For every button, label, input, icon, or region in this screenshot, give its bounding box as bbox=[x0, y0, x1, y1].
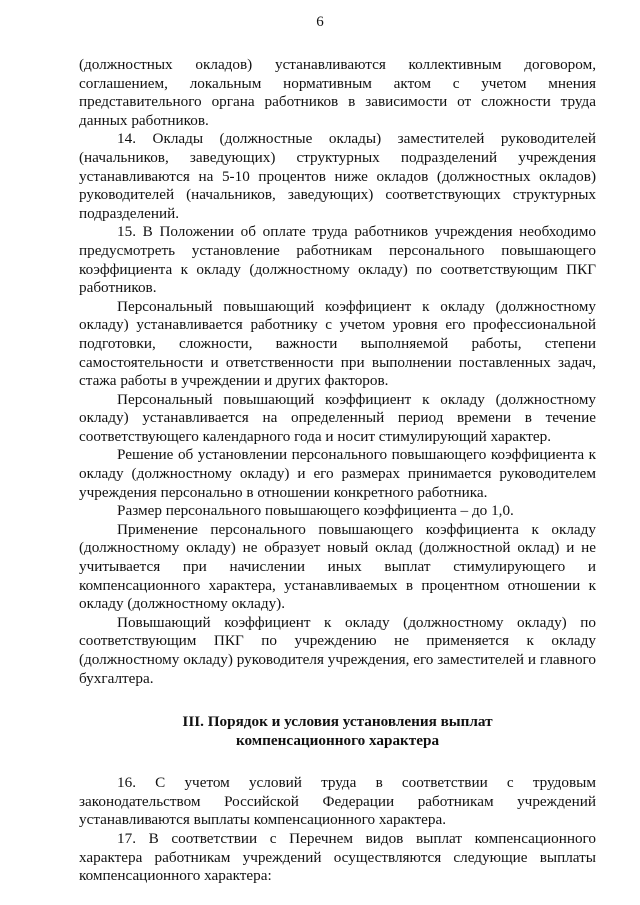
paragraph-15: 15. В Положении об оплате труда работников учреждения необходимо предусмотреть установление работникам персонального повышающего коэффициента к окладу (должностному окладу) по соответствующим ПКГ работников. bbox=[79, 223, 596, 297]
paragraph-17: 17. В соответствии с Перечнем видов выплат компенсационного характера работникам учреждений осуществляются следующие выплаты компенсационного характера: bbox=[79, 829, 596, 885]
section-heading bbox=[79, 712, 596, 750]
paragraph-coefficient-exclusion: Повышающий коэффициент к окладу (должностному окладу) по соответствующим ПКГ по учреждению не применяется к окладу (должностному окладу) руководителя учреждения, его заместителей и главного бухгалтера. bbox=[79, 613, 596, 687]
paragraph-coefficient-size: Размер персонального повышающего коэффициента – до 1,0. bbox=[117, 502, 514, 520]
paragraph-continuation: (должностных окладов) устанавливаются коллективным договором, соглашением, локальным нормативным актом с учетом мнения представительного органа работников в зависимости от сложности труда данных работников. bbox=[79, 56, 596, 129]
paragraph-16: 16. С учетом условий труда в соответствии с трудовым законодательством Российской Федерации работникам учреждений устанавливаются выплаты компенсационного характера. bbox=[79, 774, 596, 829]
paragraph-coefficient-criteria: Персональный повышающий коэффициент к окладу (должностному окладу) устанавливается работнику с учетом уровня его профессиональной подготовки, сложности, важности выполняемой работы, степени самостоятельности и ответственности при выполнении поставленных задач, стажа работы в учреждении и других факторов. bbox=[79, 297, 596, 390]
document-body bbox=[79, 56, 596, 886]
paragraph-14: 14. Оклады (должностные оклады) заместителей руководителей (начальников, заведующих) структурных подразделений учреждения устанавливаются на 5-10 процентов ниже окладов (должностных окладов) руководителей (начальников, заведующих) соответствующих структурных подразделений. bbox=[79, 130, 596, 222]
section-heading-line-2: компенсационного характера bbox=[235, 732, 440, 750]
paragraph-coefficient-period: Персональный повышающий коэффициент к окладу (должностному окладу) устанавливается на определенный период времени в течение соответствующего календарного года и носит стимулирующий характер. bbox=[79, 390, 596, 445]
paragraph-coefficient-application: Применение персонального повышающего коэффициента к окладу (должностному окладу) не образует новый оклад (должностной оклад) и не учитывается при начислении иных выплат стимулирующего и компенсационного характера, устанавливаемых в процентном отношении к окладу (должностному окладу). bbox=[79, 520, 596, 613]
page-number: 6 bbox=[316, 14, 324, 30]
paragraph-coefficient-decision: Решение об установлении персонального повышающего коэффициента к окладу (должностному окладу) и его размерах принимается руководителем учреждения персонально в отношении конкретного работника. bbox=[79, 446, 596, 501]
section-heading-line-1: III. Порядок и условия установления выплат bbox=[182, 713, 493, 731]
